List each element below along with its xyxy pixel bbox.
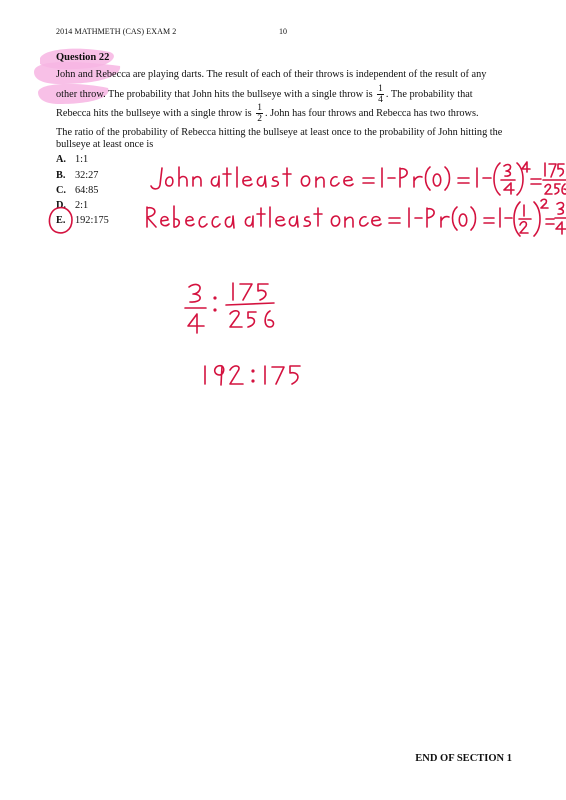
option-b-value: 32:27 (75, 170, 99, 181)
answer-circle-mark (49, 208, 72, 233)
john-fraction-numerator: 1 (378, 84, 383, 94)
handwritten-john-line (151, 162, 566, 195)
question-prompt-line-2: bullseye at least once is (56, 139, 154, 150)
option-d-letter: D. (56, 200, 67, 211)
question-line-2-start: other throw. The probability that John hits the bullseye with a single throw is (56, 88, 373, 100)
question-line-2-end: . The probability that (385, 88, 473, 100)
option-c-letter: C. (56, 185, 67, 196)
option-c-value: 64:85 (75, 185, 99, 196)
option-b-letter: B. (56, 170, 66, 181)
rebecca-fraction-denominator: 2 (257, 114, 262, 124)
question-line-3-start: Rebecca hits the bullseye with a single throw is (56, 107, 252, 119)
exam-header-title: 2014 MATHMETH (CAS) EXAM 2 (56, 27, 177, 36)
option-a-value: 1:1 (75, 154, 89, 165)
question-prompt-line-1: The ratio of the probability of Rebecca hitting the bullseye at least once to the probability of John hitting the (56, 127, 503, 138)
question-line-3-end: . John has four throws and Rebecca has two throws. (264, 107, 479, 119)
option-e-value: 192:175 (75, 215, 109, 226)
question-title: Question 22 (56, 52, 110, 63)
handwritten-rebecca-line (147, 199, 566, 236)
end-of-section-label: END OF SECTION 1 (415, 753, 512, 764)
option-a-letter: A. (56, 154, 67, 165)
rebecca-fraction-numerator: 1 (257, 103, 262, 113)
page-number: 10 (279, 27, 287, 36)
option-d-value: 2:1 (75, 200, 89, 211)
john-fraction-denominator: 4 (378, 95, 383, 105)
handwritten-answer-line (205, 366, 300, 385)
option-e-letter: E. (56, 215, 66, 226)
handwritten-ratio-line (185, 283, 274, 333)
question-line-1: John and Rebecca are playing darts. The result of each of their throws is independent of the result of any (56, 69, 487, 80)
